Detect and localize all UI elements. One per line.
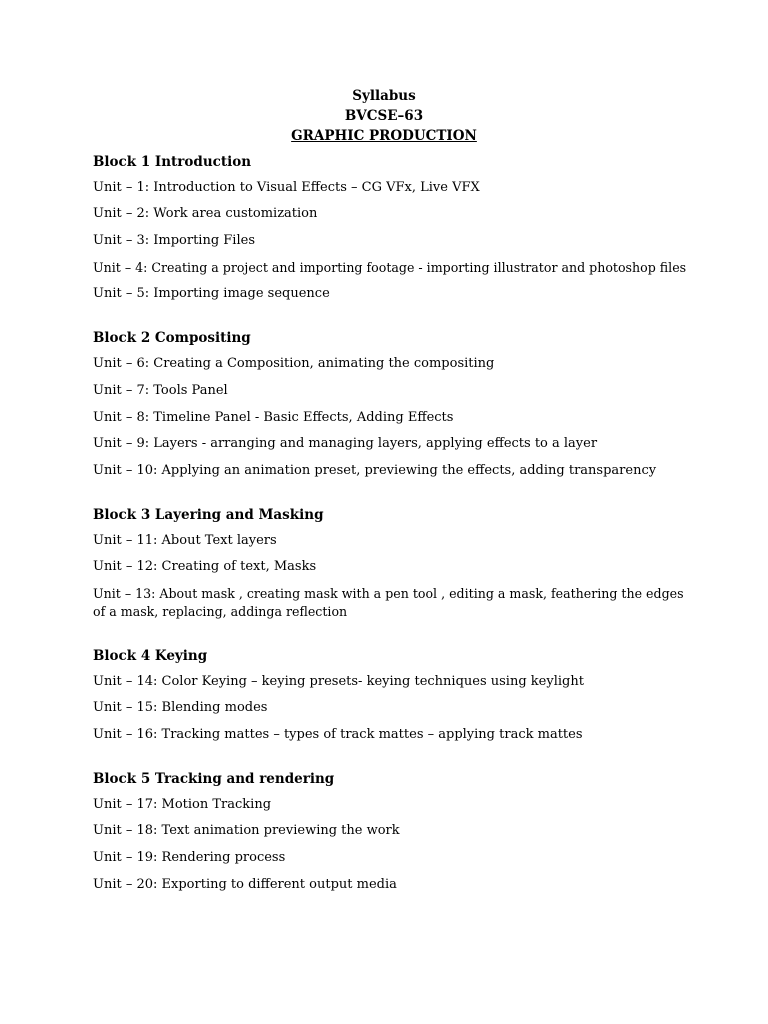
unit-item: Unit – 14: Color Keying – keying presets- keying techniques using keylight	[93, 673, 584, 689]
block-4	[93, 646, 693, 744]
block-5	[93, 769, 693, 894]
unit-item: Unit – 20: Exporting to different output media	[93, 876, 397, 892]
unit-item: Unit – 19: Rendering process	[93, 850, 286, 866]
block-title: Block 4 Keying	[93, 647, 208, 664]
unit-item: Unit – 2: Work area customization	[93, 206, 318, 222]
unit-item: Unit – 4: Creating a project and importing footage - importing illustrator and photoshop files	[93, 259, 687, 275]
block-title: Block 5 Tracking and rendering	[93, 771, 335, 787]
unit-item: Unit – 8: Timeline Panel - Basic Effects, Adding Effects	[93, 409, 454, 425]
unit-item: Unit – 1: Introduction to Visual Effects – CG VFx, Live VFX	[93, 179, 480, 195]
block-1	[93, 152, 693, 303]
unit-item: Unit – 7: Tools Panel	[93, 382, 228, 398]
unit-item: Unit – 5: Importing image sequence	[93, 286, 330, 302]
block-title: Block 3 Layering and Masking	[93, 506, 324, 523]
unit-item: Unit – 6: Creating a Composition, animating the compositing	[93, 356, 495, 372]
block-2	[93, 328, 693, 479]
unit-item: Unit – 12: Creating of text, Masks	[93, 559, 317, 575]
unit-item: Unit – 18: Text animation previewing the work	[93, 823, 400, 839]
unit-item: Unit – 16: Tracking mattes – types of track mattes – applying track mattes	[93, 727, 583, 742]
block-title: Block 1 Introduction	[93, 154, 252, 170]
syllabus-content	[93, 152, 693, 919]
block-title: Block 2 Compositing	[93, 330, 251, 347]
document-header	[0, 86, 768, 146]
unit-item: Unit – 17: Motion Tracking	[93, 796, 272, 812]
unit-item: Unit – 15: Blending modes	[93, 700, 268, 716]
block-3	[93, 505, 693, 621]
unit-item: Unit – 10: Applying an animation preset, previewing the effects, adding transparency	[93, 462, 657, 478]
unit-item: Unit – 13: About mask , creating mask with a pen tool , editing a mask, feathering the edges of a mask, replacing, addinga reflection	[93, 585, 684, 619]
unit-item: Unit – 11: About Text layers	[93, 532, 277, 548]
unit-item: Unit – 9: Layers - arranging and managing layers, applying effects to a layer	[93, 436, 598, 452]
unit-item: Unit – 3: Importing Files	[93, 233, 255, 249]
header-course-title: GRAPHIC PRODUCTION	[291, 128, 477, 144]
header-course-code: BVCSE–63	[344, 108, 424, 124]
header-syllabus: Syllabus	[352, 88, 416, 104]
